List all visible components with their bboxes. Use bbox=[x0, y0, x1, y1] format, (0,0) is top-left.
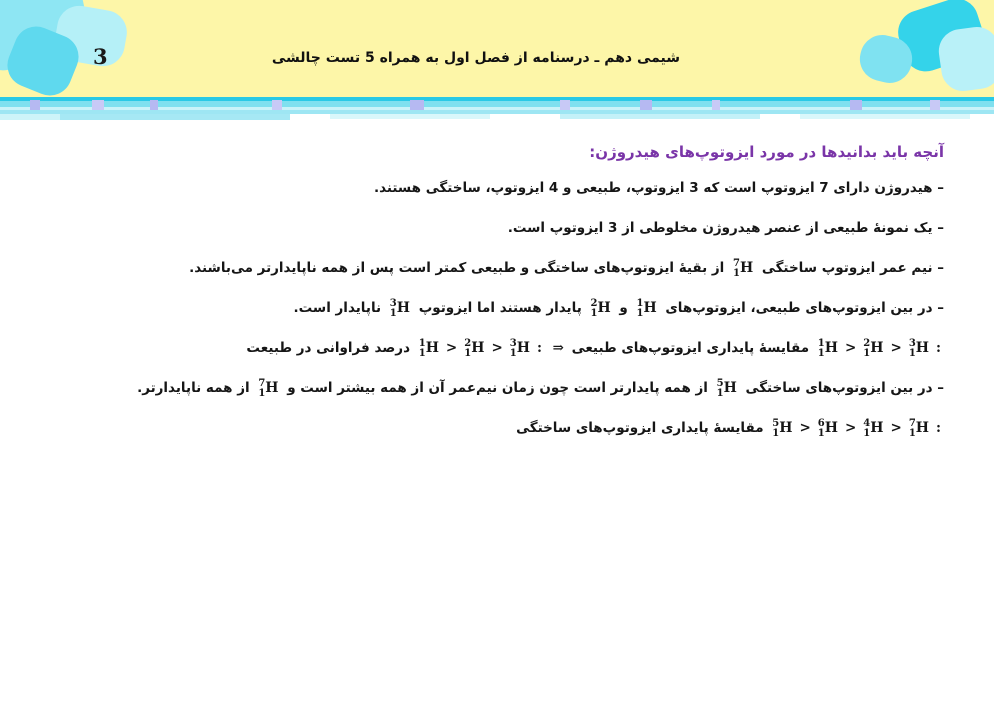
element-symbol: H bbox=[265, 380, 279, 396]
isotope-h1 bbox=[636, 288, 656, 328]
atomic-number: 1 bbox=[817, 427, 825, 439]
element-symbol: H bbox=[723, 380, 737, 396]
text-fragment: درصد فراوانی در طبیعت bbox=[246, 340, 411, 356]
colon: : bbox=[936, 340, 941, 356]
isotope-h5 bbox=[772, 408, 792, 448]
text-fragment: مقایسهٔ پایداری ایزوتوپ‌های ساختگی bbox=[516, 420, 764, 436]
atomic-number: 1 bbox=[389, 307, 397, 319]
greater-than-sign: > bbox=[445, 340, 458, 356]
atomic-number: 1 bbox=[509, 347, 517, 359]
isotope-h3 bbox=[909, 328, 929, 368]
atomic-number: 1 bbox=[418, 347, 426, 359]
page-header bbox=[0, 0, 994, 97]
mass-number: 5 bbox=[772, 417, 780, 429]
greater-than-sign: > bbox=[799, 420, 811, 436]
mass-number: 1 bbox=[636, 297, 644, 309]
element-symbol: H bbox=[779, 420, 793, 436]
element-symbol: H bbox=[915, 340, 930, 356]
element-symbol: H bbox=[915, 420, 930, 436]
text-fragment: – در بین ایزوتوپ‌های ساختگی bbox=[745, 380, 944, 396]
isotope-h2 bbox=[464, 328, 484, 368]
mass-number: 1 bbox=[418, 337, 426, 349]
element-symbol: H bbox=[739, 260, 754, 276]
element-symbol: H bbox=[870, 340, 884, 356]
abundance-inequality-natural bbox=[415, 328, 545, 368]
isotope-h2 bbox=[590, 288, 610, 328]
mass-number: 4 bbox=[863, 417, 871, 429]
stability-inequality-synthetic bbox=[768, 408, 944, 448]
element-symbol: H bbox=[425, 340, 439, 356]
mass-number: 5 bbox=[716, 377, 724, 389]
text-fragment: مقایسهٔ پایداری ایزوتوپ‌های طبیعی bbox=[571, 340, 810, 356]
text-line-isotope-count: – هیدروژن دارای 7 ایزوتوپ است که 3 ایزوتوپ، طبیعی و 4 ایزوتوپ، ساختگی هستند. bbox=[373, 180, 944, 196]
mass-number: 7 bbox=[733, 257, 740, 269]
decorative-blob bbox=[936, 24, 994, 94]
atomic-number: 1 bbox=[772, 427, 780, 439]
text-line-natural-sample: – یک نمونهٔ طبیعی از عنصر هیدروژن مخلوطی از 3 ایزوتوپ است. bbox=[507, 220, 944, 236]
mass-number: 7 bbox=[908, 417, 916, 429]
element-symbol: H bbox=[471, 340, 485, 356]
atomic-number: 1 bbox=[817, 347, 825, 359]
isotope-h1 bbox=[818, 328, 838, 368]
stability-inequality-natural bbox=[814, 328, 944, 368]
greater-than-sign: > bbox=[844, 340, 857, 356]
isotope-h5 bbox=[717, 368, 737, 408]
atomic-number: 1 bbox=[908, 347, 916, 359]
mass-number: 2 bbox=[464, 337, 472, 349]
atomic-number: 1 bbox=[258, 387, 266, 399]
mass-number: 2 bbox=[590, 297, 598, 309]
text-fragment: – نیم عمر ایزوتوپ ساختگی bbox=[761, 260, 944, 276]
mass-number: 1 bbox=[817, 337, 825, 349]
isotope-h1 bbox=[419, 328, 439, 368]
element-symbol: H bbox=[597, 300, 611, 316]
text-fragment: ناپایدار است. bbox=[293, 300, 382, 316]
element-symbol: H bbox=[396, 300, 410, 316]
element-symbol: H bbox=[824, 340, 838, 356]
isotope-h6 bbox=[818, 408, 838, 448]
atomic-number: 1 bbox=[636, 307, 644, 319]
isotope-h3 bbox=[510, 328, 530, 368]
atomic-number: 1 bbox=[590, 307, 598, 319]
mass-number: 3 bbox=[908, 337, 916, 349]
atomic-number: 1 bbox=[863, 347, 871, 359]
mass-number: 3 bbox=[509, 337, 517, 349]
text-line-synthetic-stability bbox=[40, 368, 944, 408]
text-line-natural-comparison bbox=[40, 328, 944, 368]
implies-arrow: ⇒ bbox=[552, 340, 564, 356]
section-heading: آنچه باید بدانیدها در مورد ایزوتوپ‌های هیدروژن: bbox=[589, 143, 944, 161]
isotope-h7 bbox=[258, 368, 278, 408]
greater-than-sign: > bbox=[491, 340, 503, 356]
text-line-h7-half-life bbox=[40, 248, 944, 288]
greater-than-sign: > bbox=[890, 340, 902, 356]
content-area bbox=[40, 138, 944, 448]
isotope-h7 bbox=[909, 408, 929, 448]
element-symbol: H bbox=[824, 420, 838, 436]
atomic-number: 1 bbox=[716, 387, 724, 399]
text-line-synthetic-comparison bbox=[40, 408, 944, 448]
element-symbol: H bbox=[870, 420, 884, 436]
page-title: شیمی دهم ـ درسنامه از فصل اول به همراه 5 تست چالشی bbox=[271, 50, 680, 66]
colon: : bbox=[936, 420, 941, 436]
mass-number: 6 bbox=[817, 417, 825, 429]
element-symbol: H bbox=[516, 340, 530, 356]
text-fragment: از بقیهٔ ایزوتوپ‌های ساختگی و طبیعی کمتر است پس از همه ناپایدارتر می‌باشند. bbox=[189, 260, 725, 276]
text-fragment: پایدار هستند اما ایزوتوپ bbox=[418, 300, 582, 316]
header-stripe-bar bbox=[0, 97, 994, 123]
isotope-h2 bbox=[863, 328, 883, 368]
greater-than-sign: > bbox=[890, 420, 902, 436]
colon: : bbox=[536, 340, 542, 356]
atomic-number: 1 bbox=[733, 267, 740, 279]
atomic-number: 1 bbox=[908, 427, 916, 439]
mass-number: 2 bbox=[863, 337, 871, 349]
element-symbol: H bbox=[643, 300, 657, 316]
text-fragment: از همه ناپایدارتر. bbox=[137, 380, 250, 396]
text-fragment: و bbox=[619, 300, 628, 316]
isotope-h4 bbox=[863, 408, 883, 448]
page-number: 3 bbox=[93, 44, 108, 69]
text-fragment: از همه پایدارتر است چون زمان نیم‌عمر آن از همه بیشتر است و bbox=[287, 380, 708, 396]
mass-number: 3 bbox=[389, 297, 397, 309]
isotope-h7 bbox=[733, 248, 753, 288]
atomic-number: 1 bbox=[464, 347, 472, 359]
text-line-natural-stability bbox=[40, 288, 944, 328]
greater-than-sign: > bbox=[844, 420, 857, 436]
isotope-h3 bbox=[390, 288, 410, 328]
atomic-number: 1 bbox=[863, 427, 871, 439]
mass-number: 7 bbox=[258, 377, 266, 389]
text-fragment: – در بین ایزوتوپ‌های طبیعی، ایزوتوپ‌های bbox=[665, 300, 944, 316]
